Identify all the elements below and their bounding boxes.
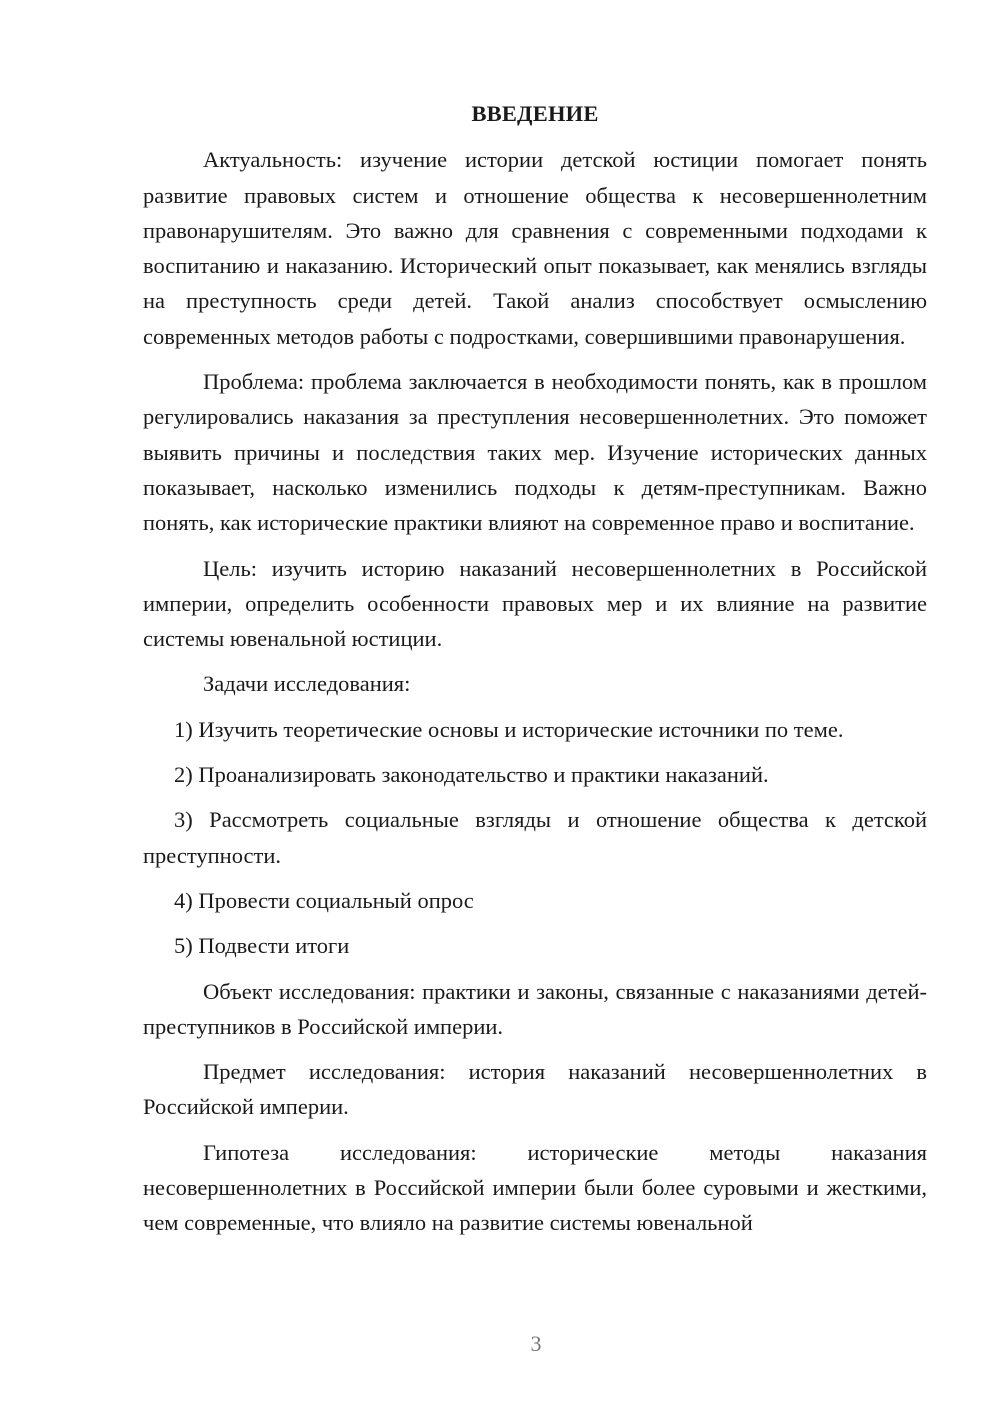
problem-paragraph: Проблема: проблема заключается в необходимости понять, как в прошлом регулировались наказания за преступления несовершеннолетних. Это поможет выявить причины и последствия таких мер. Изучение исторических данных показывает, насколько изменились подходы к детям-преступникам. Важно понять, как исторические практики влияют на современное право и воспитание. [143,369,927,536]
hypothesis-paragraph: Гипотеза исследования: исторические методы наказания несовершеннолетних в Российской империи были более суровыми и жесткими, чем современные, что влияло на развитие системы ювенальной [143,1139,927,1236]
page-number: 3 [530,1331,542,1356]
task-item-4: 4) Провести социальный опрос [174,887,474,913]
relevance-paragraph: Актуальность: изучение истории детской юстиции помогает понять развитие правовых систем и отношение общества к несовершеннолетним правонарушителям. Это важно для сравнения с современными подходами к воспитанию и наказанию. Исторический опыт показывает, как менялись взгляды на преступность среди детей. Такой анализ способствует осмыслению современных методов работы с подростками, совершившими правонарушения. [143,147,927,349]
task-item-3: 3) Рассмотреть социальные взгляды и отношение общества к детской преступности. [143,807,927,868]
section-title: ВВЕДЕНИЕ [471,101,599,126]
subject-paragraph: Предмет исследования: история наказаний несовершеннолетних в Российской империи. [143,1059,927,1120]
document-body [143,96,927,1241]
task-item-5: 5) Подвести итоги [174,933,350,959]
task-item-2: 2) Проанализировать законодательство и практики наказаний. [174,762,769,788]
goal-paragraph: Цель: изучить историю наказаний несовершеннолетних в Российской империи, определить особенности правовых мер и их влияние на развитие системы ювенальной юстиции. [143,555,927,652]
tasks-heading: Задачи исследования: [203,671,411,697]
task-item-1: 1) Изучить теоретические основы и исторические источники по теме. [174,716,844,742]
object-paragraph: Объект исследования: практики и законы, связанные с наказаниями детей-преступников в Российской империи. [143,978,927,1039]
